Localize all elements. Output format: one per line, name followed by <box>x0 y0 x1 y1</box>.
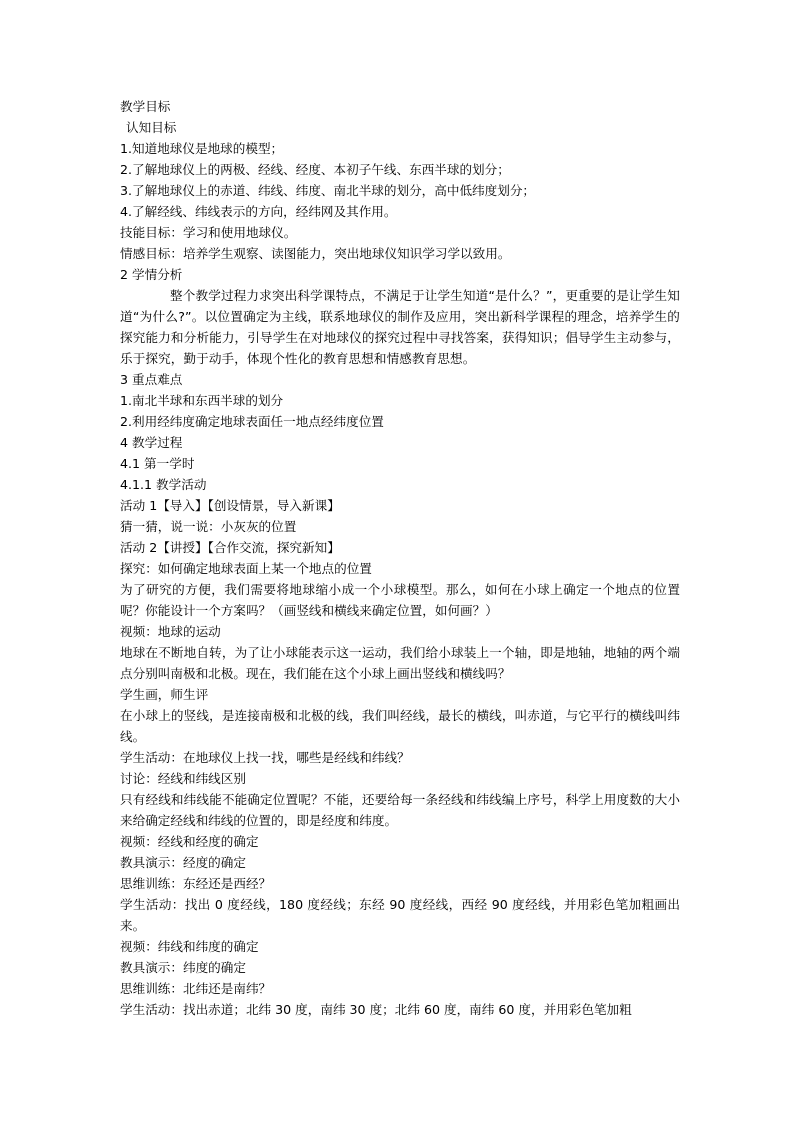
goal-item-4: 4.了解经线、纬线表示的方向，经纬网及其作用。 <box>120 204 397 219</box>
thinking-north-south: 思维训练：北纬还是南纬？ <box>120 981 272 996</box>
student-draw-line: 学生画，师生评 <box>120 687 209 702</box>
heading-first-lesson: 4.1 第一学时 <box>120 456 195 471</box>
heading-teaching-process: 4 教学过程 <box>120 435 183 450</box>
heading-student-analysis: 2 学情分析 <box>120 267 183 282</box>
demo-longitude: 教具演示：经度的确定 <box>120 855 246 870</box>
student-activity-2: 学生活动：找出 0 度经线，180 度经线；东经 90 度经线，西经 90 度经线，并用彩色笔加粗画出来。 <box>120 897 680 933</box>
goal-item-2: 2.了解地球仪上的两极、经线、经度、本初子午线、东西半球的划分； <box>120 162 510 177</box>
goal-item-3: 3.了解地球仪上的赤道、纬线、纬度、南北半球的划分，高中低纬度划分； <box>120 183 536 198</box>
video-latitude: 视频：纬线和纬度的确定 <box>120 939 259 954</box>
explore-paragraph: 为了研究的方便，我们需要将地球缩小成一个小球模型。那么，如何在小球上确定一个地点的位置呢？你能设计一个方案吗？（画竖线和横线来确定位置，如何画？） <box>120 582 680 618</box>
emotion-goal: 情感目标：培养学生观察、读图能力，突出地球仪知识学习学以致用。 <box>120 246 511 261</box>
heading-key-points: 3 重点难点 <box>120 372 183 387</box>
explore-line: 探究：如何确定地球表面上某一个地点的位置 <box>120 561 372 576</box>
video-earth-motion: 视频：地球的运动 <box>120 624 221 639</box>
student-activity-1: 学生活动：在地球仪上找一找，哪些是经线和纬线？ <box>120 750 410 765</box>
document-page <box>120 96 680 1020</box>
rotation-paragraph: 地球在不断地自转，为了让小球能表示这一运动，我们给小球装上一个轴，即是地轴，地轴的两个端点分别叫南极和北极。现在，我们能在这个小球上画出竖线和横线吗？ <box>120 645 680 681</box>
student-activity-3: 学生活动：找出赤道；北纬 30 度，南纬 30 度；北纬 60 度，南纬 60 度，并用彩色笔加粗 <box>120 1002 632 1017</box>
activity-1: 活动 1【导入】【创设情景，导入新课】 <box>120 498 340 513</box>
numbering-paragraph: 只有经线和纬线能不能确定位置呢？不能，还要给每一条经线和纬线编上序号，科学上用度数的大小来给确定经线和纬线的位置的，即是经度和纬度。 <box>120 792 680 828</box>
guess-line: 猜一猜，说一说：小灰灰的位置 <box>120 519 297 534</box>
heading-teaching-goals: 教学目标 <box>120 99 171 114</box>
key-point-2: 2.利用经纬度确定地球表面任一地点经纬度位置 <box>120 414 384 429</box>
discussion-line: 讨论：经线和纬线区别 <box>120 771 246 786</box>
goal-item-1: 1.知道地球仪是地球的模型； <box>120 141 284 156</box>
lines-paragraph: 在小球上的竖线，是连接南极和北极的线，我们叫经线，最长的横线，叫赤道，与它平行的横线叫纬线。 <box>120 708 680 744</box>
analysis-paragraph: 整个教学过程力求突出科学课特点，不满足于让学生知道“是什么？”，更重要的是让学生知道“为什么?”。以位置确定为主线，联系地球仪的制作及应用，突出新科学课程的理念，培养学生的探究能力和分析能力，引导学生在对地球仪的探究过程中寻找答案，获得知识；倡导学生主动参与，乐于探究，勤于动手，体现个性化的教育思想和情感教育思想。 <box>120 288 680 366</box>
activity-2: 活动 2【讲授】【合作交流，探究新知】 <box>120 540 340 555</box>
heading-teaching-activities: 4.1.1 教学活动 <box>120 477 207 492</box>
skill-goal: 技能目标：学习和使用地球仪。 <box>120 225 297 240</box>
key-point-1: 1.南北半球和东西半球的划分 <box>120 393 284 408</box>
demo-latitude: 教具演示：纬度的确定 <box>120 960 246 975</box>
thinking-east-west: 思维训练：东经还是西经？ <box>120 876 272 891</box>
video-longitude: 视频：经线和经度的确定 <box>120 834 259 849</box>
heading-cognitive-goals: 认知目标 <box>126 120 177 135</box>
